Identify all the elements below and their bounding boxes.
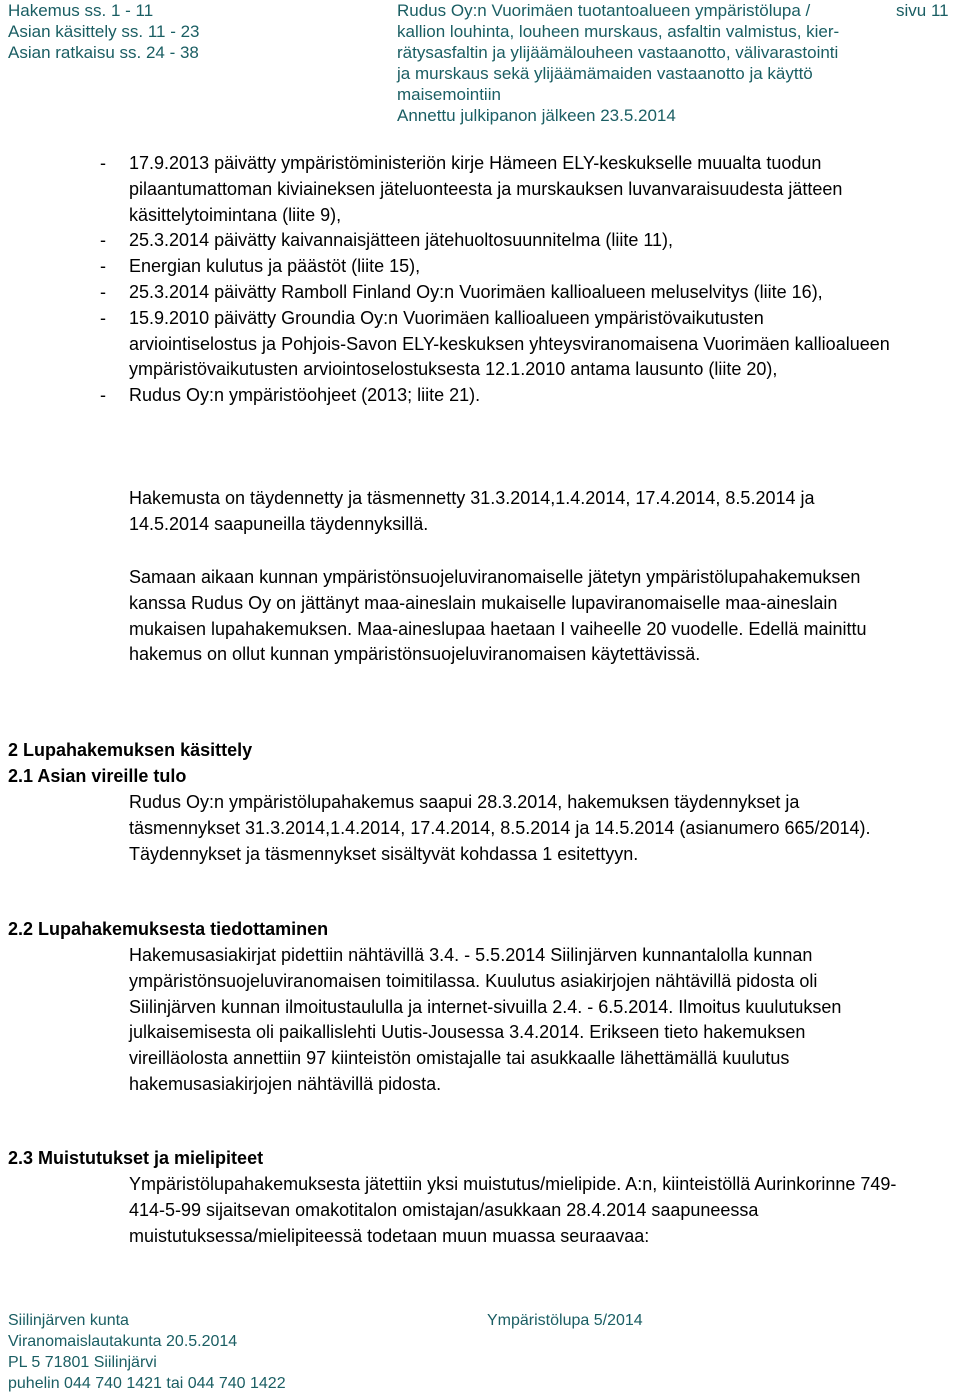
header-title-line-3: rätysasfaltin ja ylijäämälouheen vastaanotto, välivarastointi [397,43,839,62]
section-2-2-heading: 2.2 Lupahakemuksesta tiedottaminen [8,919,329,939]
footer-permit-number: Ympäristölupa 5/2014 [487,1312,643,1329]
list-item-text: Energian kulutus ja päästöt (liite 15), [129,256,421,277]
list-item-text: 25.3.2014 päivätty kaivannaisjätteen jätehuoltosuunnitelma (liite 11), [129,230,674,251]
list-item: - 15.9.2010 päivätty Groundia Oy:n Vuorimäen kallioalueen ympäristövaikutusten arviointiselostus ja Pohjois-Savon ELY-keskuksen yhteysviranomaisena Vuorimäen kallioalueen ympäristövaikutusten arviointoselostuksesta 12.1.2010 antama lausunto (liite 20), [100,307,890,380]
list-item: - Energian kulutus ja päästöt (liite 15), [100,256,421,277]
land-permit-paragraph: Samaan aikaan kunnan ympäristönsuojeluviranomaiselle jätetyn ympäristölupahakemuksen kanssa Rudus Oy on jättänyt maa-aineslain mukaiselle lupaviranomaiselle maa-aineslain mukaisen lupahakemuksen. Maa-aineslupaa haetaan I vaiheelle 20 vuodelle. Edellä mainittu hakemus on ollut kunnan ympäristönsuojeluviranomaisen käytettävissä. [129,567,867,665]
header-left-line-2: Asian käsittely ss. 11 - 23 [8,22,200,41]
attachment-list [100,151,890,409]
list-item: - 25.3.2014 päivätty Ramboll Finland Oy:n Vuorimäen kallioalueen meluselvitys (liite 16), [100,281,823,302]
list-item-text: 17.9.2013 päivätty ympäristöministeriön kirje Hämeen ELY-keskukselle muualta tuodun pilaantumattoman kiviaineksen jäteluonteesta ja murskauksen luvanvaraisuudesta jätteen käsittelytoimintana (liite 9), [129,153,843,225]
header-title-line-4: ja murskaus sekä ylijäämämaiden vastaanotto ja käyttö [397,64,813,83]
footer-phone: puhelin 044 740 1421 tai 044 740 1422 [8,1375,286,1392]
footer-org: Siilinjärven kunta [8,1312,129,1329]
section-2-3-text: Ympäristölupahakemuksesta jätettiin yksi muistutus/mielipide. A:n, kiinteistöllä Aurinkorinne 749-414-5-99 sijaitsevan omakotitalon omistajan/asukkaan 28.4.2014 saapuneessa muistutuksessa/mielipiteessä todetaan muun muassa seuraavaa: [129,1174,897,1246]
list-item-text: Rudus Oy:n ympäristöohjeet (2013; liite 21). [129,385,481,406]
header-title-line-1: Rudus Oy:n Vuorimäen tuotantoalueen ympäristölupa / [397,1,811,20]
list-item-text: 15.9.2010 päivätty Groundia Oy:n Vuorimäen kallioalueen ympäristövaikutusten arviointiselostus ja Pohjois-Savon ELY-keskuksen yhteysviranomaisena Vuorimäen kallioalueen ympäristövaikutusten arviointoselostuksesta 12.1.2010 antama lausunto (liite 20), [129,307,890,380]
header-left-line-1: Hakemus ss. 1 - 11 [8,1,154,20]
section-2-heading: 2 Lupahakemuksen käsittely [8,740,253,760]
page-number: sivu 11 [896,1,949,20]
list-item: - Rudus Oy:n ympäristöohjeet (2013; liite 21). [100,385,481,406]
footer-board: Viranomaislautakunta 20.5.2014 [8,1333,238,1350]
section-2-3-heading: 2.3 Muistutukset ja mielipiteet [8,1148,264,1168]
header-left-line-3: Asian ratkaisu ss. 24 - 38 [8,43,199,62]
footer-address: PL 5 71801 Siilinjärvi [8,1354,157,1371]
list-item-text: 25.3.2014 päivätty Ramboll Finland Oy:n Vuorimäen kallioalueen meluselvitys (liite 16), [129,281,823,302]
section-2-1-text: Rudus Oy:n ympäristölupahakemus saapui 28.3.2014, hakemuksen täydennykset ja täsmennykset 31.3.2014,1.4.2014, 17.4.2014, 8.5.2014 ja 14.5.2014 (asianumero 665/2014). Täydennykset ja täsmennykset sisältyvät kohdassa 1 esitettyyn. [129,792,871,864]
section-2-1-heading: 2.1 Asian vireille tulo [8,766,187,786]
header-title-line-2: kallion louhinta, louheen murskaus, asfaltin valmistus, kier- [397,22,840,41]
list-item: - 25.3.2014 päivätty kaivannaisjätteen jätehuoltosuunnitelma (liite 11), [100,230,674,251]
section-2-2-text: Hakemusasiakirjat pidettiin nähtävillä 3.4. - 5.5.2014 Siilinjärven kunnantalolla kunnan ympäristönsuojeluviranomaisen toimitilassa. Kuulutus asiakirjojen nähtävillä pidosta oli Siilinjärven kunnan ilmoitustaululla ja internet-sivuilla 2.4. - 6.5.2014. Ilmoitus kuulutuksen julkaisemisesta oli paikallislehti Uutis-Jousessa 3.4.2014. Erikseen tieto hakemuksen vireilläolosta annettiin 97 kiinteistön omistajalle tai asukkaalle lähettämällä kuulutus hakemusasiakirjojen nähtävillä pidosta. [129,945,842,1094]
supplement-paragraph: Hakemusta on täydennetty ja täsmennetty 31.3.2014,1.4.2014, 17.4.2014, 8.5.2014 ja 14.5.2014 saapuneilla täydennyksillä. [129,488,815,534]
list-item: - 17.9.2013 päivätty ympäristöministeriön kirje Hämeen ELY-keskukselle muualta tuodun pilaantumattoman kiviaineksen jäteluonteesta ja murskauksen luvanvaraisuudesta jätteen käsittelytoimintana (liite 9), [100,153,843,225]
header-title-line-5: maisemointiin [397,85,501,104]
header-date: Annettu julkipanon jälkeen 23.5.2014 [397,106,676,125]
